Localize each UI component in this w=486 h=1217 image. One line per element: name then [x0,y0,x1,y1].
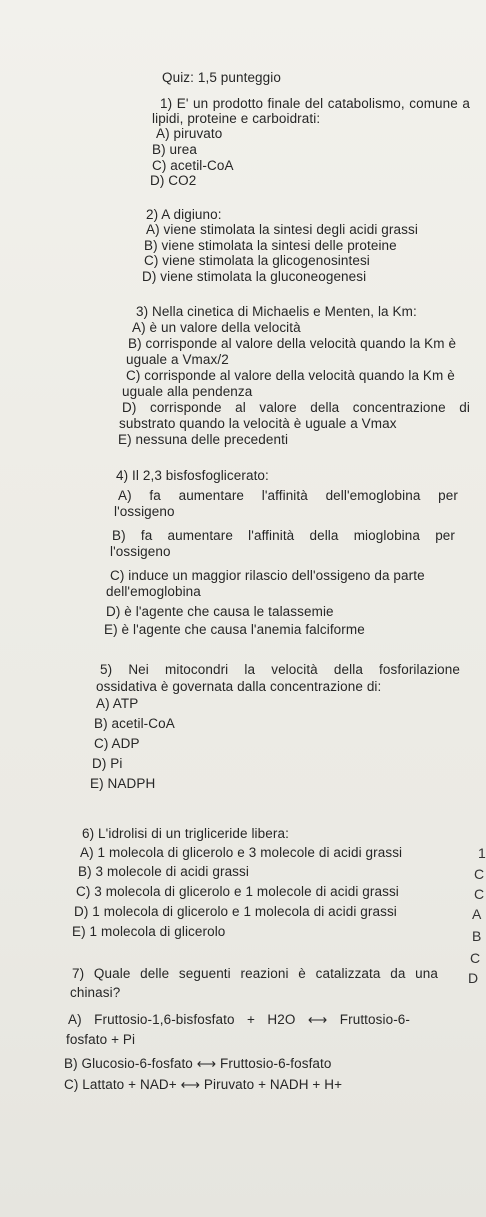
option: C) Lattato + NAD+ ⟷ Piruvato + NADH + H+ [64,1077,343,1092]
question-stem: 1) E' un prodotto finale del catabolismo, comune a [160,96,470,111]
question-stem: lipidi, proteine e carboidrati: [152,111,321,126]
question-stem: chinasi? [70,985,121,1000]
question-stem: 4) Il 2,3 bisfosfoglicerato: [116,468,269,483]
option: B) viene stimolata la sintesi delle proteine [144,238,397,253]
option: l'ossigeno [114,504,175,519]
question-stem: ossidativa è governata dalla concentrazione di: [96,679,382,694]
question-stem: 2) A digiuno: [146,207,222,222]
option: C) ADP [94,736,140,751]
option: substrato quando la velocità è uguale a Vmax [119,416,397,431]
option: E) NADPH [90,776,156,791]
option: B) acetil-CoA [94,716,175,731]
edge-fragment: C [474,866,485,882]
option: A) 1 molecola di glicerolo e 3 molecole di acidi grassi [80,845,403,860]
option: D) 1 molecola di glicerolo e 1 molecola di acidi grassi [74,904,397,919]
option: C) acetil-CoA [152,158,234,173]
option: fosfato + Pi [66,1032,136,1047]
option: B) 3 molecole di acidi grassi [78,864,249,879]
option: E) è l'agente che causa l'anemia falciforme [104,622,365,637]
option: A) viene stimolata la sintesi degli acidi grassi [146,222,418,237]
option: dell'emoglobina [106,584,201,599]
option: D) Pi [92,756,123,771]
option: B) Glucosio-6-fosfato ⟷ Fruttosio-6-fosfato [64,1056,332,1071]
option: l'ossigeno [110,544,171,559]
option: A) ATP [96,696,139,711]
option: A) Fruttosio-1,6-bisfosfato + H2O ⟷ Fruttosio-6- [68,1012,410,1027]
option: C) viene stimolata la glicogenosintesi [144,253,370,268]
question-stem: 3) Nella cinetica di Michaelis e Menten, la Km: [136,304,417,319]
option: B) urea [152,142,197,157]
edge-fragment: B [472,928,482,944]
option: D) è l'agente che causa le talassemie [106,604,334,619]
option: A) è un valore della velocità [132,320,301,335]
edge-fragment: A [472,906,482,922]
edge-fragment: D [468,970,479,986]
option: D) CO2 [150,173,197,188]
option: uguale a Vmax/2 [126,352,229,367]
option: C) 3 molecola di glicerolo e 1 molecole di acidi grassi [76,884,399,899]
option: B) corrisponde al valore della velocità quando la Km è [128,336,457,351]
edge-fragment: 1 [478,845,486,861]
option: B) fa aumentare l'affinità della mioglobina per [112,528,455,543]
option: D) corrisponde al valore della concentrazione di [122,400,470,415]
option: C) corrisponde al valore della velocità quando la Km è [126,368,455,383]
option: E) nessuna delle precedenti [118,432,289,447]
option: A) fa aumentare l'affinità dell'emoglobina per [118,488,458,503]
option: A) piruvato [156,126,223,141]
quiz-title: Quiz: 1,5 punteggio [162,70,281,85]
edge-fragment: C [474,886,485,902]
option: uguale alla pendenza [122,384,253,399]
question-stem: 7) Quale delle seguenti reazioni è catalizzata da una [72,966,438,981]
option: C) induce un maggior rilascio dell'ossigeno da parte [110,568,425,583]
question-stem: 6) L'idrolisi di un trigliceride libera: [82,826,289,841]
edge-fragment: C [470,950,481,966]
question-stem: 5) Nei mitocondri la velocità della fosforilazione [100,662,460,677]
option: E) 1 molecola di glicerolo [72,924,226,939]
option: D) viene stimolata la gluconeogenesi [142,269,367,284]
